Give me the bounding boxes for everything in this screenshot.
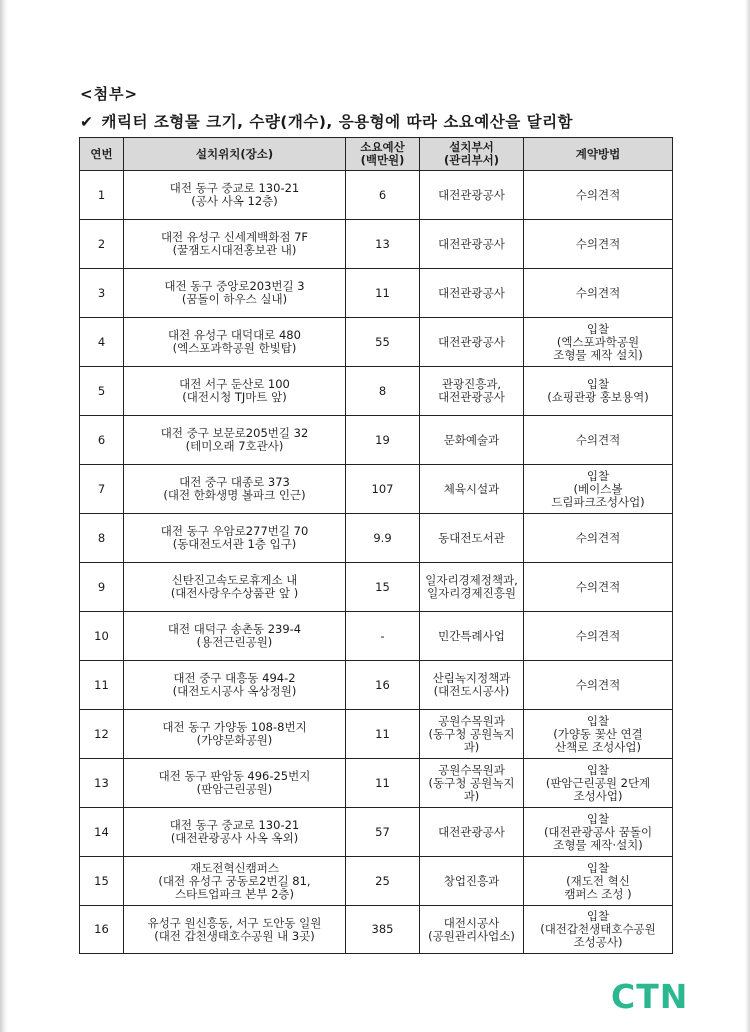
- cell-contract: 입찰 (베이스볼 드림파크조성사업): [524, 465, 673, 514]
- cell-department: 대전관광공사: [420, 318, 524, 367]
- cell-no: 14: [80, 808, 124, 857]
- cell-contract: 수의견적: [524, 269, 673, 318]
- cell-department: 공원수목원과 (동구청 공원녹지과): [420, 710, 524, 759]
- table-row: [80, 661, 673, 710]
- table-row: [80, 416, 673, 465]
- cell-no: 1: [80, 171, 124, 220]
- cell-no: 7: [80, 465, 124, 514]
- cell-location: 대전 중구 대흥동 494-2 (대전도시공사 옥상정원): [124, 661, 346, 710]
- cell-no: 6: [80, 416, 124, 465]
- table-row: [80, 465, 673, 514]
- cell-location: 대전 동구 우암로277번길 70 (동대전도서관 1층 입구): [124, 514, 346, 563]
- cell-no: 13: [80, 759, 124, 808]
- note-line: [80, 110, 573, 132]
- cell-department: 동대전도서관: [420, 514, 524, 563]
- table-row: [80, 563, 673, 612]
- cell-budget: 385: [346, 906, 420, 954]
- cell-budget: 107: [346, 465, 420, 514]
- cell-location: 대전 대덕구 송촌동 239-4 (용전근린공원): [124, 612, 346, 661]
- cell-contract: 수의견적: [524, 612, 673, 661]
- cell-budget: 11: [346, 269, 420, 318]
- cell-department: 대전관광공사: [420, 171, 524, 220]
- cell-department: 관광진흥과, 대전관광공사: [420, 367, 524, 416]
- cell-contract: 수의견적: [524, 563, 673, 612]
- cell-department: 대전관광공사: [420, 808, 524, 857]
- table-row: [80, 710, 673, 759]
- cell-location: 대전 동구 중교로 130-21 (공사 사옥 12층): [124, 171, 346, 220]
- cell-location: 신탄진고속도로휴게소 내 (대전사랑우수상품관 앞 ): [124, 563, 346, 612]
- table-header-row: [80, 138, 673, 171]
- table-row: [80, 759, 673, 808]
- cell-budget: 8: [346, 367, 420, 416]
- cell-location: 대전 서구 둔산로 100 (대전시청 TJ마트 앞): [124, 367, 346, 416]
- check-mark-icon: ✔: [80, 113, 94, 131]
- cell-department: 문화예술과: [420, 416, 524, 465]
- cell-department: 창업진흥과: [420, 857, 524, 906]
- cell-budget: -: [346, 612, 420, 661]
- table-row: [80, 367, 673, 416]
- cell-location: 대전 유성구 신세계백화점 7F (꿀잼도시대전홍보관 내): [124, 220, 346, 269]
- cell-budget: 11: [346, 759, 420, 808]
- cell-no: 8: [80, 514, 124, 563]
- cell-budget: 16: [346, 661, 420, 710]
- page-edge-shadow-left: [0, 0, 8, 1032]
- cell-department: 공원수목원과 (동구청 공원녹지과): [420, 759, 524, 808]
- table-row: [80, 857, 673, 906]
- cell-no: 4: [80, 318, 124, 367]
- cell-contract: 수의견적: [524, 220, 673, 269]
- table-row: [80, 269, 673, 318]
- cell-no: 10: [80, 612, 124, 661]
- cell-contract: 수의견적: [524, 171, 673, 220]
- cell-budget: 6: [346, 171, 420, 220]
- cell-contract: 입찰 (엑스포과학공원 조형물 제작 설치): [524, 318, 673, 367]
- cell-no: 15: [80, 857, 124, 906]
- cell-budget: 55: [346, 318, 420, 367]
- table-row: [80, 220, 673, 269]
- cell-contract: 수의견적: [524, 416, 673, 465]
- cell-department: 대전관광공사: [420, 220, 524, 269]
- cell-location: 대전 동구 판암동 496-25번지 (판암근린공원): [124, 759, 346, 808]
- cell-budget: 13: [346, 220, 420, 269]
- cell-no: 2: [80, 220, 124, 269]
- cell-location: 유성구 원신흥동, 서구 도안동 일원 (대전 갑천생태호수공원 내 3곳): [124, 906, 346, 954]
- cell-contract: 입찰 (판암근린공원 2단계 조성사업): [524, 759, 673, 808]
- table-row: [80, 514, 673, 563]
- cell-department: 민간특례사업: [420, 612, 524, 661]
- cell-location: 대전 중구 대종로 373 (대전 한화생명 볼파크 인근): [124, 465, 346, 514]
- installation-table: [79, 137, 673, 954]
- cell-department: 대전시공사 (공원관리사업소): [420, 906, 524, 954]
- cell-budget: 25: [346, 857, 420, 906]
- cell-location: 대전 동구 중앙로203번길 3 (꿈돌이 하우스 실내): [124, 269, 346, 318]
- cell-contract: 입찰 (재도전 혁신 캠퍼스 조성 ): [524, 857, 673, 906]
- header-budget: 소요예산 (백만원): [346, 138, 420, 171]
- cell-department: 대전관광공사: [420, 269, 524, 318]
- cell-budget: 11: [346, 710, 420, 759]
- table-row: [80, 171, 673, 220]
- cell-budget: 57: [346, 808, 420, 857]
- cell-no: 5: [80, 367, 124, 416]
- cell-contract: 수의견적: [524, 514, 673, 563]
- header-contract: 계약방법: [524, 138, 673, 171]
- table-row: [80, 318, 673, 367]
- cell-department: 일자리경제정책과, 일자리경제진흥원: [420, 563, 524, 612]
- cell-budget: 9.9: [346, 514, 420, 563]
- cell-no: 9: [80, 563, 124, 612]
- cell-contract: 입찰 (쇼핑관광 홍보용역): [524, 367, 673, 416]
- cell-location: 대전 유성구 대덕대로 480 (엑스포과학공원 한빛탑): [124, 318, 346, 367]
- cell-no: 16: [80, 906, 124, 954]
- header-no: 연번: [80, 138, 124, 171]
- cell-contract: 수의견적: [524, 661, 673, 710]
- cell-department: 산림녹지정책과 (대전도시공사): [420, 661, 524, 710]
- cell-no: 12: [80, 710, 124, 759]
- cell-location: 대전 동구 중교로 130-21 (대전관광공사 사옥 옥외): [124, 808, 346, 857]
- cell-department: 체육시설과: [420, 465, 524, 514]
- cell-contract: 입찰 (가양동 꽃산 연결 산책로 조성사업): [524, 710, 673, 759]
- attachment-title: <첨부>: [80, 85, 139, 103]
- cell-location: 대전 동구 가양동 108-8번지 (가양문화공원): [124, 710, 346, 759]
- cell-location: 재도전혁신캠퍼스 (대전 유성구 궁동로2번길 81, 스타트업파크 본부 2층): [124, 857, 346, 906]
- ctn-logo: CTN: [611, 977, 689, 1016]
- table-row: [80, 808, 673, 857]
- cell-no: 11: [80, 661, 124, 710]
- cell-budget: 15: [346, 563, 420, 612]
- header-department: 설치부서 (관리부서): [420, 138, 524, 171]
- table-row: [80, 906, 673, 954]
- cell-budget: 19: [346, 416, 420, 465]
- cell-contract: 입찰 (대전관광공사 꿈돌이 조형물 제작·설치): [524, 808, 673, 857]
- note-text: 캐릭터 조형물 크기, 수량(개수), 응용형에 따라 소요예산을 달리함: [101, 113, 574, 131]
- header-location: 설치위치(장소): [124, 138, 346, 171]
- cell-location: 대전 중구 보문로205번길 32 (테미오래 7호관사): [124, 416, 346, 465]
- page-edge-shadow-right: [745, 0, 750, 1032]
- table-row: [80, 612, 673, 661]
- cell-contract: 입찰 (대전갑천생태호수공원 조성공사): [524, 906, 673, 954]
- cell-no: 3: [80, 269, 124, 318]
